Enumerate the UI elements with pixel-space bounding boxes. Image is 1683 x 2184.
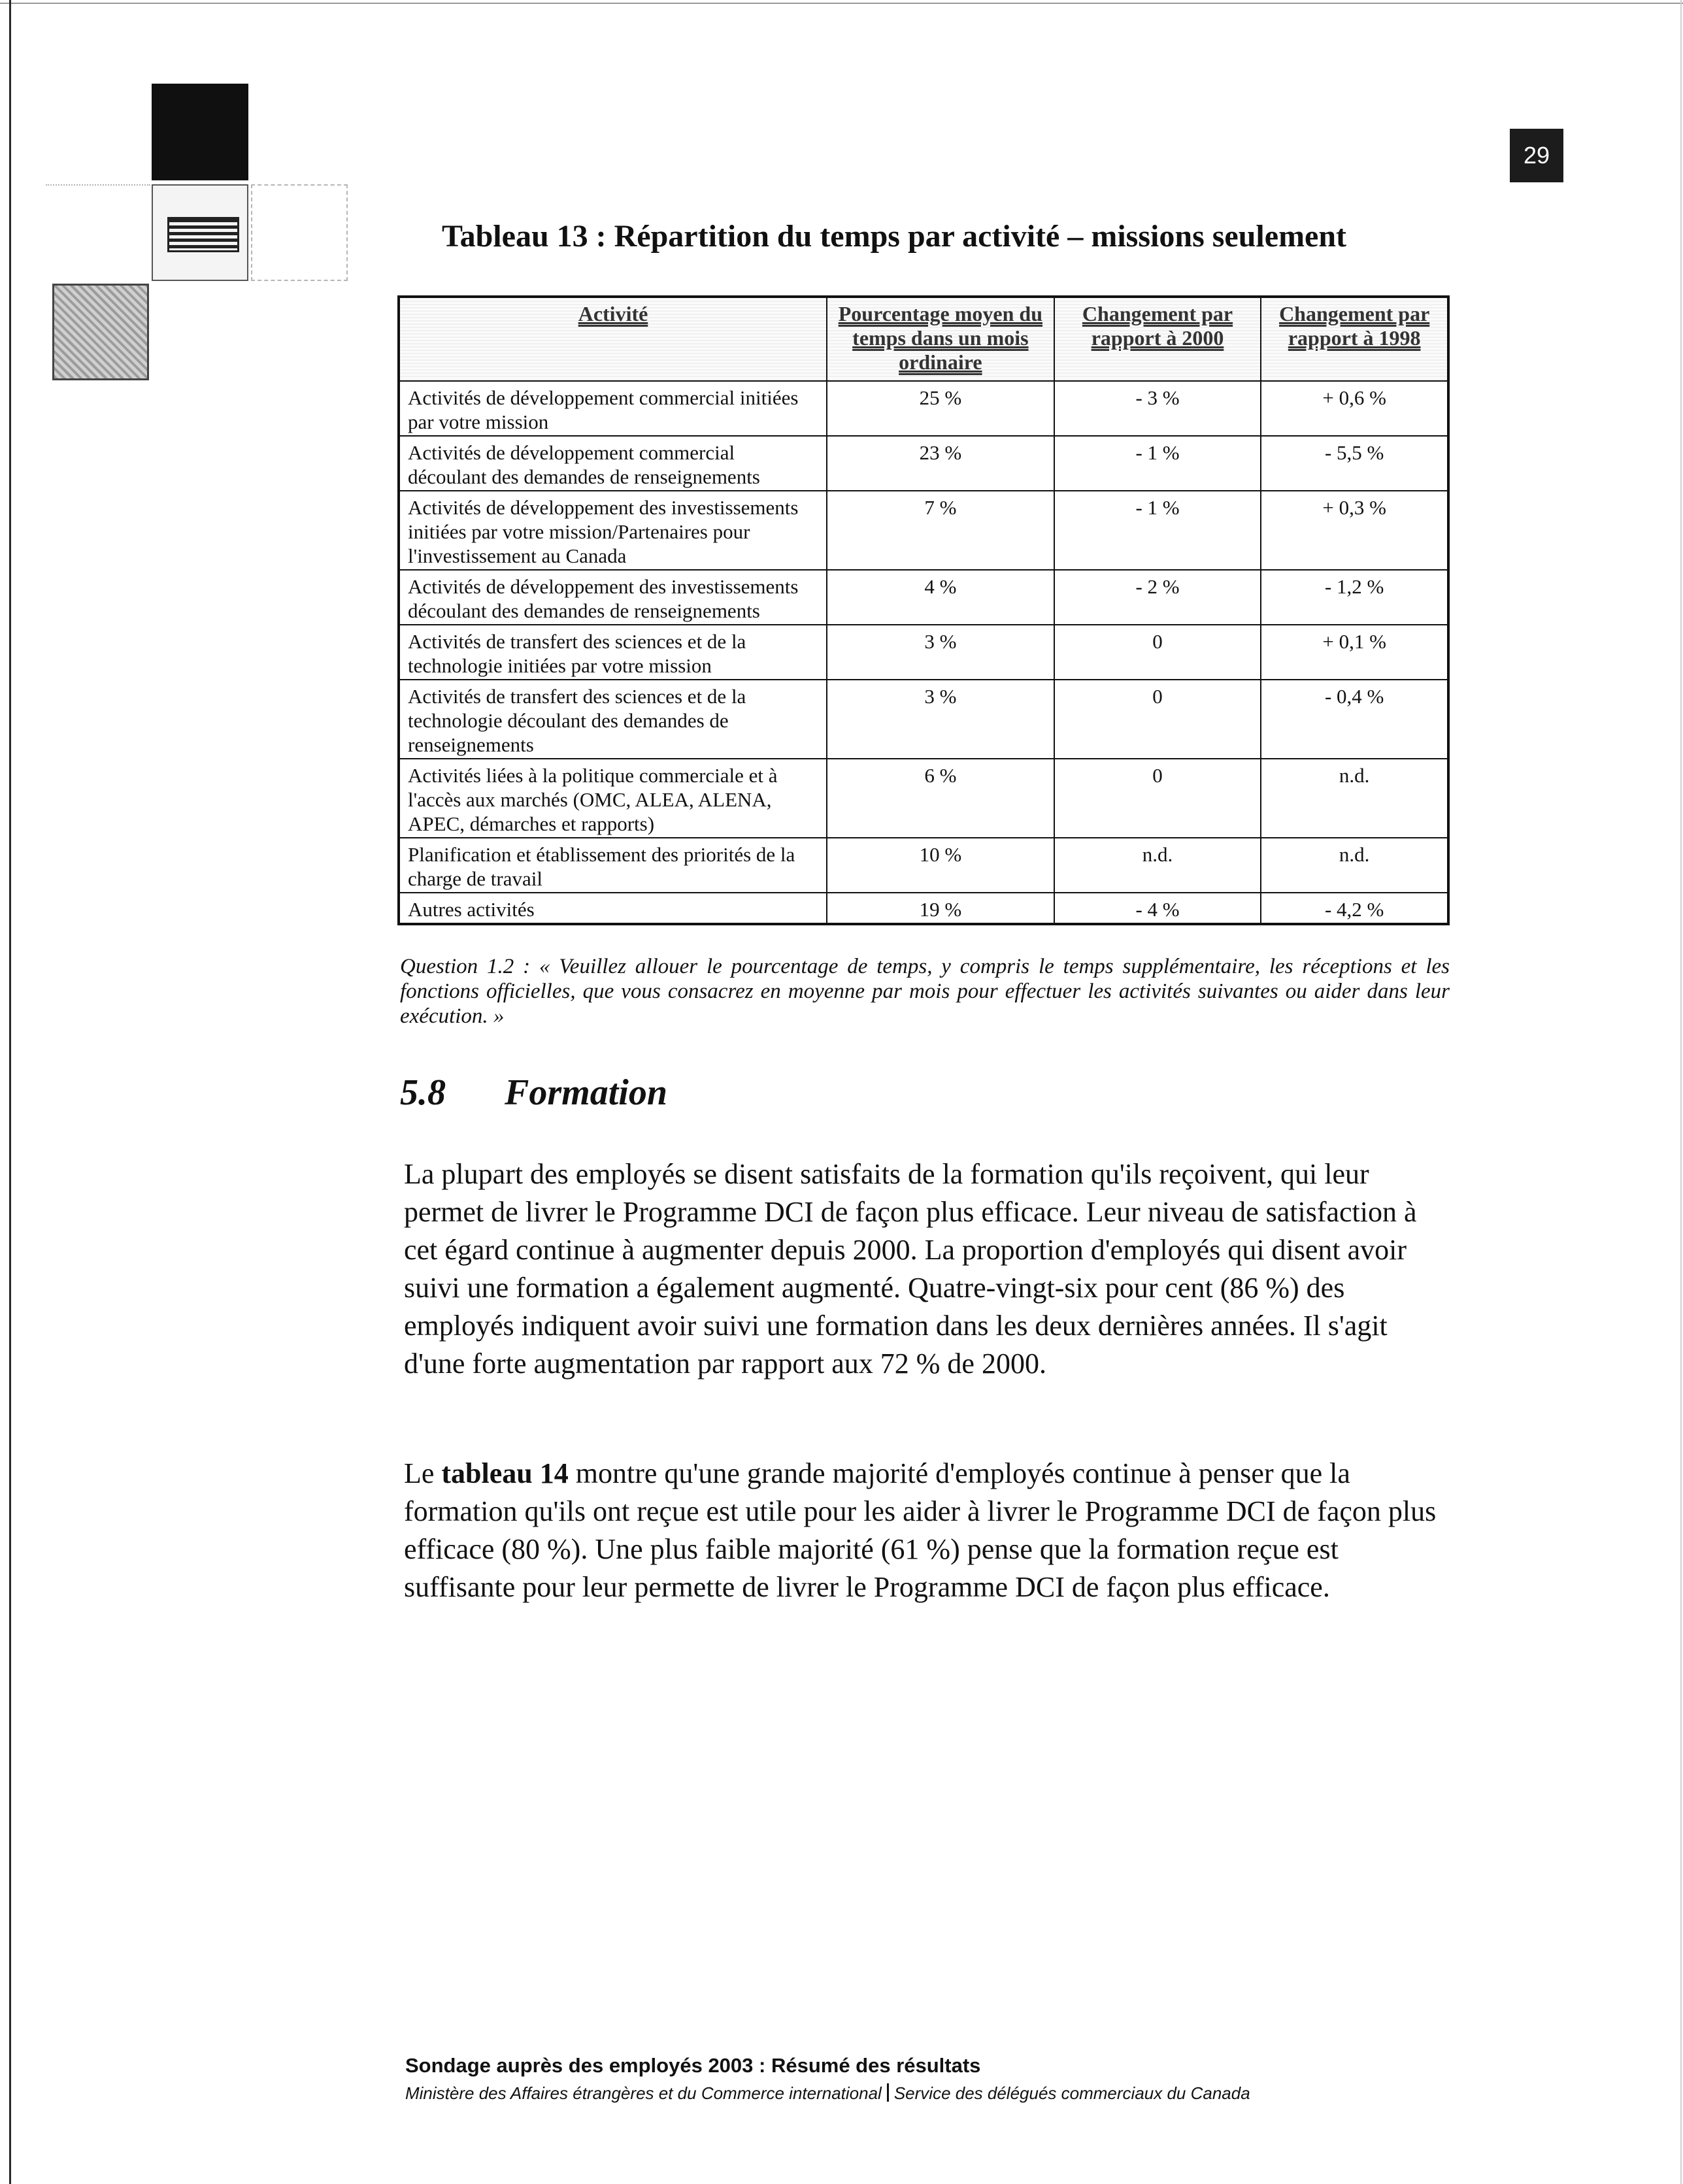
cell-activity: Activités de développement commercial découlant des demandes de renseignements <box>399 436 827 491</box>
cell-change-2000: - 4 % <box>1054 893 1261 924</box>
cell-average-percent: 3 % <box>827 625 1054 680</box>
cell-change-1998: n.d. <box>1261 759 1448 838</box>
table-row <box>399 570 1448 625</box>
cell-activity: Autres activités <box>399 893 827 924</box>
table-row <box>399 625 1448 680</box>
decorative-dotted-line <box>46 184 150 186</box>
decorative-dark-square <box>152 84 248 180</box>
table-row <box>399 759 1448 838</box>
cell-change-2000: - 1 % <box>1054 491 1261 570</box>
header-average-percent: Pourcentage moyen du temps dans un mois ordinaire <box>827 297 1054 381</box>
body-paragraph-2 <box>404 1455 1450 1606</box>
cell-average-percent: 10 % <box>827 838 1054 893</box>
cell-change-1998: n.d. <box>1261 838 1448 893</box>
cell-activity: Activités de développement des investissements initiées par votre mission/Partenaires pour l'investissement au Canada <box>399 491 827 570</box>
cell-change-1998: - 0,4 % <box>1261 680 1448 759</box>
page-number-badge: 29 <box>1510 129 1563 182</box>
activity-time-table <box>397 295 1450 925</box>
cell-change-2000: 0 <box>1054 625 1261 680</box>
cell-change-2000: - 3 % <box>1054 381 1261 436</box>
cell-activity: Activités de transfert des sciences et de la technologie initiées par votre mission <box>399 625 827 680</box>
cell-activity: Activités liées à la politique commerciale et à l'accès aux marchés (OMC, ALEA, ALENA, APEC, démarches et rapports) <box>399 759 827 838</box>
table-header-row <box>399 297 1448 381</box>
cell-change-1998: - 5,5 % <box>1261 436 1448 491</box>
cell-average-percent: 4 % <box>827 570 1054 625</box>
section-heading <box>400 1072 667 1114</box>
cell-change-1998: - 1,2 % <box>1261 570 1448 625</box>
footer-subtitle <box>405 2083 1250 2104</box>
page-edge-right <box>1680 0 1682 2184</box>
footer-service: Service des délégués commerciaux du Canada <box>893 2083 1250 2103</box>
decorative-outline-square <box>251 184 348 281</box>
cell-change-1998: + 0,1 % <box>1261 625 1448 680</box>
cell-change-1998: - 4,2 % <box>1261 893 1448 924</box>
cell-change-2000: - 1 % <box>1054 436 1261 491</box>
header-change-2000: Changement par rapport à 2000 <box>1054 297 1261 381</box>
table-reference: tableau 14 <box>441 1457 569 1489</box>
cell-change-1998: + 0,6 % <box>1261 381 1448 436</box>
table-row <box>399 893 1448 924</box>
paragraph-lead: Le <box>404 1457 442 1489</box>
table-row <box>399 680 1448 759</box>
cell-average-percent: 6 % <box>827 759 1054 838</box>
table-title: Tableau 13 : Répartition du temps par activité – missions seulement <box>442 219 1347 254</box>
table-row <box>399 838 1448 893</box>
paragraph-rest: montre qu'une grande majorité d'employés continue à penser que la formation qu'ils ont reçue est utile pour les aider à livrer le Programme DCI de façon plus efficace (80 %). Une plus faible majorité (61 %) pense que la formation reçue est suffisante pour leur permette de livrer le Programme DCI de façon plus efficace. <box>404 1457 1437 1603</box>
footer-title: Sondage auprès des employés 2003 : Résumé des résultats <box>405 2054 981 2077</box>
logo-square <box>152 184 248 281</box>
page-edge-top <box>0 3 1683 4</box>
cell-average-percent: 23 % <box>827 436 1054 491</box>
footer-separator <box>887 2083 889 2102</box>
cell-change-1998: + 0,3 % <box>1261 491 1448 570</box>
cell-average-percent: 3 % <box>827 680 1054 759</box>
decorative-textured-square <box>52 284 149 380</box>
cell-change-2000: 0 <box>1054 759 1261 838</box>
section-number: 5.8 <box>400 1072 446 1113</box>
cell-activity: Activités de développement des investissements découlant des demandes de renseignements <box>399 570 827 625</box>
cell-change-2000: 0 <box>1054 680 1261 759</box>
body-paragraph-1: La plupart des employés se disent satisfaits de la formation qu'ils reçoivent, qui leur permet de livrer le Programme DCI de façon plus efficace. Leur niveau de satisfaction à cet égard continue à augmenter depuis 2000. La proportion d'employés qui disent avoir suivi une formation a également augmenté. Quatre-vingt-six pour cent (86 %) des employés indiquent avoir suivi une formation dans les deux dernières années. Il s'agit d'une forte augmentation par rapport aux 72 % de 2000. <box>404 1158 1417 1380</box>
striped-logo-icon <box>167 217 239 252</box>
cell-average-percent: 7 % <box>827 491 1054 570</box>
cell-activity: Activités de développement commercial initiées par votre mission <box>399 381 827 436</box>
page-edge-left <box>9 0 11 2184</box>
cell-change-2000: n.d. <box>1054 838 1261 893</box>
cell-average-percent: 25 % <box>827 381 1054 436</box>
table-row <box>399 381 1448 436</box>
cell-activity: Planification et établissement des priorités de la charge de travail <box>399 838 827 893</box>
table-row <box>399 491 1448 570</box>
table-source-note: Question 1.2 : « Veuillez allouer le pourcentage de temps, y compris le temps supplémentaire, les réceptions et les fonctions officielles, que vous consacrez en moyenne par mois pour effectuer les activités suivantes ou aider dans leur exécution. » <box>400 955 1450 1028</box>
section-title: Formation <box>505 1072 667 1113</box>
cell-average-percent: 19 % <box>827 893 1054 924</box>
cell-change-2000: - 2 % <box>1054 570 1261 625</box>
cell-activity: Activités de transfert des sciences et de la technologie découlant des demandes de renseignements <box>399 680 827 759</box>
table-row <box>399 436 1448 491</box>
header-activity: Activité <box>399 297 827 381</box>
header-change-1998: Changement par rapport à 1998 <box>1261 297 1448 381</box>
footer-ministry: Ministère des Affaires étrangères et du Commerce international <box>405 2083 882 2103</box>
